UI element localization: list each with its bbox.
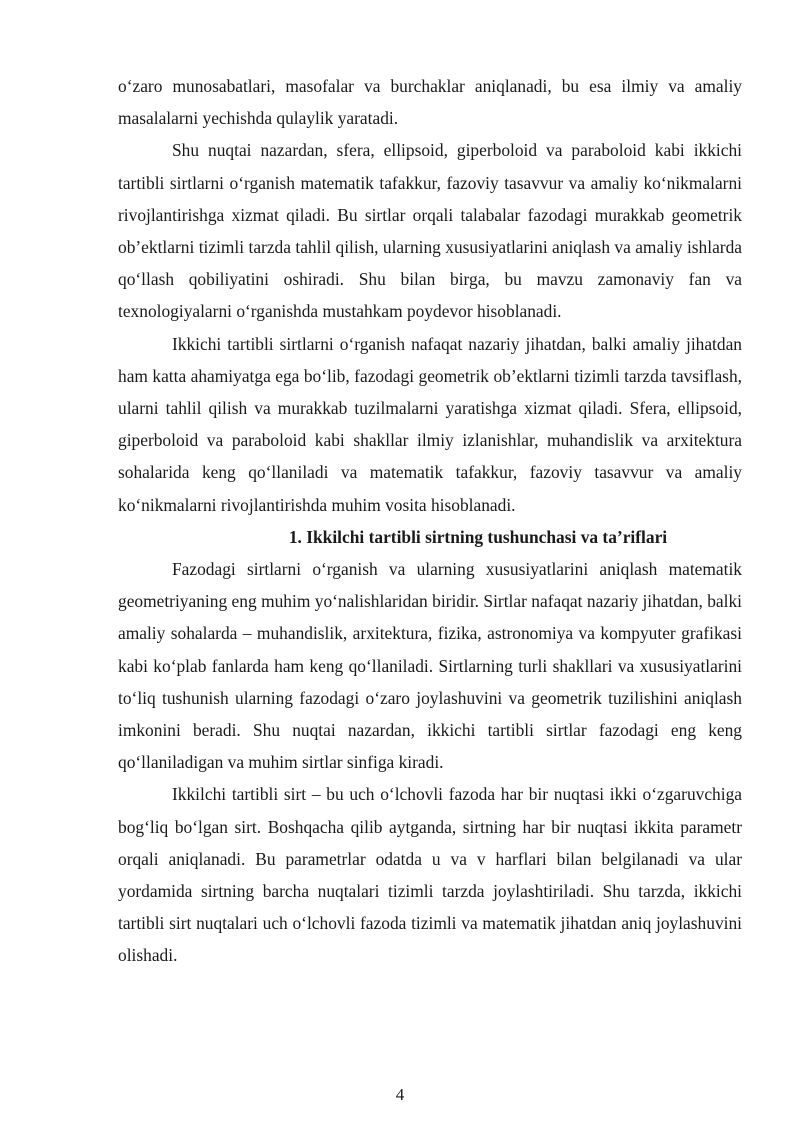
paragraph-surfaces-in-space: Fazodagi sirtlarni o‘rganish va ularning xususiyatlarini aniqlash matematik geometriyaning eng muhim yo‘nalishlaridan biridir. Sirtlar nafaqat nazariy jihatdan, balki amaliy sohalarda – muhandislik, arxitektura, fizika, astronomiya va kompyuter grafikasi kabi ko‘plab fanlarda ham keng qo‘llaniladi. Sirtlarning turli shakllari va xususiyatlarini to‘liq tushunish ularning fazodagi o‘zaro joylashuvini va geometrik tuzilishini aniqlash imkonini beradi. Shu nuqtai nazardan, ikkichi tartibli sirtlar fazodagi eng keng qo‘llaniladigan va muhim sirtlar sinfiga kiradi.: [118, 559, 742, 773]
paragraph-continuation: o‘zaro munosabatlari, masofalar va burchaklar aniqlanadi, bu esa ilmiy va amaliy masalalarni yechishda qulaylik yaratadi.: [118, 76, 742, 129]
document-page: [118, 70, 742, 972]
paragraph-quadric-definition: Ikkilchi tartibli sirt – bu uch o‘lchovli fazoda har bir nuqtasi ikki o‘zgaruvchiga bog‘liq bo‘lgan sirt. Boshqacha qilib aytganda, sirtning har bir nuqtasi ikkita parametr orqali aniqlanadi. Bu parametrlar odatda u va v harflari bilan belgilanadi va ular yordamida sirtning barcha nuqtalari tizimli tarzda joylashtiriladi. Shu tarzda, ikkichi tartibli sirt nuqtalari uch o‘lchovli fazoda tizimli va matematik jihatdan aniq joylashuvini olishadi.: [118, 784, 742, 966]
page-number: 4: [395, 1085, 405, 1104]
paragraph-quadric-study-value: Shu nuqtai nazardan, sfera, ellipsoid, giperboloid va paraboloid kabi ikkichi tartibli sirtlarni o‘rganish matematik tafakkur, fazoviy tasavvur va amaliy ko‘nikmalarni rivojlantirishga xizmat qiladi. Bu sirtlar orqali talabalar fazodagi murakkab geometrik ob’ektlarni tizimli tarzda tahlil qilish, ularning xususiyatlarini aniqlash va amaliy ishlarda qo‘llash qobiliyatini oshiradi. Shu bilan birga, bu mavzu zamonaviy fan va texnologiyalarni o‘rganishda mustahkam poydevor hisoblanadi.: [118, 140, 742, 322]
paragraph-quadric-practical-importance: Ikkichi tartibli sirtlarni o‘rganish nafaqat nazariy jihatdan, balki amaliy jihatdan ham katta ahamiyatga ega bo‘lib, fazodagi geometrik ob’ektlarni tizimli tarzda tavsiflash, ularni tahlil qilish va murakkab tuzilmalarni yaratishga xizmat qiladi. Sfera, ellipsoid, giperboloid va paraboloid kabi shakllar ilmiy izlanishlar, muhandislik va arxitektura sohalarida keng qo‘llaniladi va matematik tafakkur, fazoviy tasavvur va amaliy ko‘nikmalarni rivojlantirishda muhim vosita hisoblanadi.: [118, 333, 742, 515]
section-heading: 1. Ikkilchi tartibli sirtning tushunchasi va ta’riflari: [288, 526, 668, 547]
